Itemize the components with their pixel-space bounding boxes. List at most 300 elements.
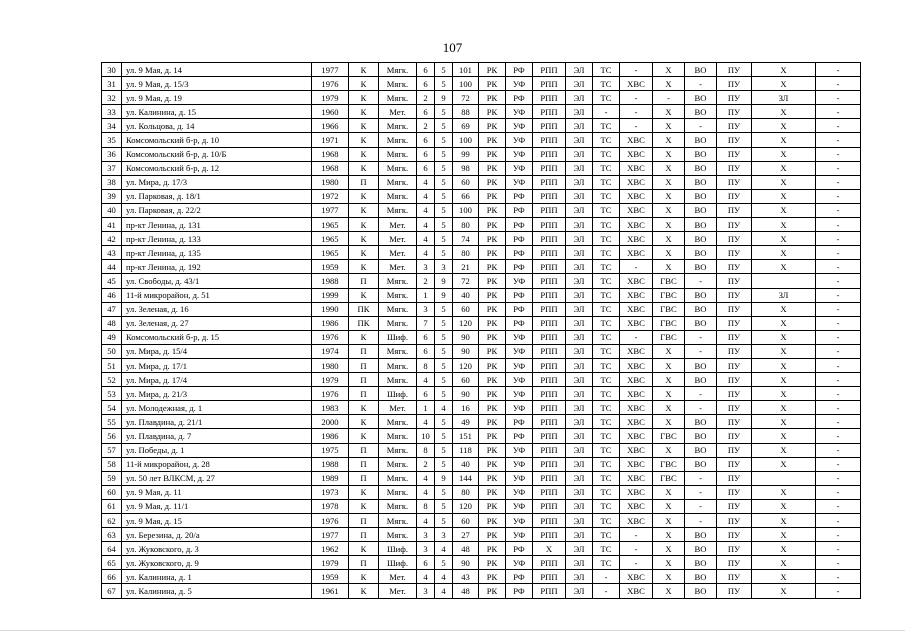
cell-address: ул. Калинина, д. 5: [122, 584, 312, 598]
cell-row-number: 35: [102, 133, 122, 147]
cell-roof-type: Мягк.: [379, 189, 417, 203]
cell-electricity: ЭЛ: [566, 203, 593, 217]
cell-address: ул. Свободы, д. 43/1: [122, 274, 312, 288]
cell-address: 11-й микрорайон, д. 51: [122, 288, 312, 302]
cell-intercom: РПП: [533, 105, 566, 119]
cell-electricity: ЭЛ: [566, 161, 593, 175]
cell-electricity: ЭЛ: [566, 147, 593, 161]
cell-floors: 5: [435, 302, 453, 316]
cell-foundation: РК: [479, 161, 506, 175]
cell-cold-water: -: [620, 542, 653, 556]
housing-registry-table: [101, 62, 861, 599]
cell-year-built: 1977: [312, 63, 349, 77]
cell-extra: -: [816, 485, 861, 499]
cell-facade: УФ: [506, 358, 533, 372]
cell-floors: 3: [435, 528, 453, 542]
cell-intercom: РПП: [533, 499, 566, 513]
cell-heating: ТС: [593, 344, 620, 358]
cell-floors: 5: [435, 514, 453, 528]
cell-gas: Х: [752, 189, 816, 203]
cell-metering: ПУ: [717, 556, 752, 570]
cell-floors: 5: [435, 330, 453, 344]
cell-entrances: 6: [417, 77, 435, 91]
cell-hot-water: ГВС: [653, 316, 685, 330]
cell-roof-type: Шиф.: [379, 542, 417, 556]
cell-electricity: ЭЛ: [566, 429, 593, 443]
cell-gas: Х: [752, 528, 816, 542]
cell-floors: 5: [435, 358, 453, 372]
cell-apartments: 100: [453, 133, 479, 147]
cell-gas: Х: [752, 316, 816, 330]
cell-year-built: 1976: [312, 514, 349, 528]
cell-foundation: РК: [479, 316, 506, 330]
cell-apartments: 100: [453, 77, 479, 91]
cell-hot-water: ГВС: [653, 302, 685, 316]
cell-foundation: РК: [479, 429, 506, 443]
cell-wall-material: П: [349, 514, 379, 528]
cell-metering: ПУ: [717, 415, 752, 429]
cell-apartments: 98: [453, 161, 479, 175]
cell-floors: 5: [435, 373, 453, 387]
cell-extra: -: [816, 443, 861, 457]
cell-cold-water: -: [620, 63, 653, 77]
cell-gas: Х: [752, 77, 816, 91]
cell-wall-material: К: [349, 499, 379, 513]
cell-cold-water: ХВС: [620, 232, 653, 246]
cell-metering: ПУ: [717, 175, 752, 189]
cell-sewerage: ВО: [685, 246, 717, 260]
table-row: [102, 175, 861, 189]
cell-intercom: РПП: [533, 288, 566, 302]
cell-hot-water: Х: [653, 415, 685, 429]
cell-gas: Х: [752, 584, 816, 598]
cell-gas: Х: [752, 63, 816, 77]
cell-apartments: 120: [453, 499, 479, 513]
cell-gas: Х: [752, 485, 816, 499]
cell-entrances: 3: [417, 542, 435, 556]
table-row: [102, 302, 861, 316]
cell-heating: ТС: [593, 133, 620, 147]
cell-hot-water: Х: [653, 63, 685, 77]
table-row: [102, 514, 861, 528]
cell-extra: -: [816, 189, 861, 203]
table-row: [102, 358, 861, 372]
cell-roof-type: Мягк.: [379, 203, 417, 217]
cell-row-number: 63: [102, 528, 122, 542]
cell-entrances: 6: [417, 105, 435, 119]
cell-row-number: 47: [102, 302, 122, 316]
cell-gas: Х: [752, 415, 816, 429]
cell-metering: ПУ: [717, 401, 752, 415]
cell-roof-type: Мягк.: [379, 77, 417, 91]
cell-gas: ЗЛ: [752, 288, 816, 302]
cell-intercom: РПП: [533, 175, 566, 189]
cell-hot-water: Х: [653, 175, 685, 189]
cell-cold-water: ХВС: [620, 246, 653, 260]
cell-row-number: 41: [102, 218, 122, 232]
cell-sewerage: ВО: [685, 316, 717, 330]
cell-foundation: РК: [479, 401, 506, 415]
table-row: [102, 542, 861, 556]
cell-cold-water: ХВС: [620, 415, 653, 429]
cell-apartments: 69: [453, 119, 479, 133]
table-row: [102, 161, 861, 175]
table-row: [102, 556, 861, 570]
cell-gas: Х: [752, 499, 816, 513]
cell-electricity: ЭЛ: [566, 218, 593, 232]
cell-electricity: ЭЛ: [566, 91, 593, 105]
cell-heating: ТС: [593, 218, 620, 232]
table-row: [102, 77, 861, 91]
cell-heating: ТС: [593, 373, 620, 387]
cell-floors: 5: [435, 77, 453, 91]
cell-wall-material: К: [349, 133, 379, 147]
page-number: 107: [442, 40, 463, 55]
cell-intercom: РПП: [533, 528, 566, 542]
cell-entrances: 4: [417, 175, 435, 189]
cell-entrances: 2: [417, 91, 435, 105]
cell-entrances: 4: [417, 218, 435, 232]
cell-year-built: 1999: [312, 288, 349, 302]
cell-gas: [752, 471, 816, 485]
cell-intercom: РПП: [533, 63, 566, 77]
cell-apartments: 72: [453, 274, 479, 288]
cell-wall-material: ПК: [349, 302, 379, 316]
cell-row-number: 32: [102, 91, 122, 105]
cell-row-number: 53: [102, 387, 122, 401]
cell-year-built: 1965: [312, 246, 349, 260]
cell-electricity: ЭЛ: [566, 528, 593, 542]
cell-facade: РФ: [506, 316, 533, 330]
cell-metering: ПУ: [717, 528, 752, 542]
cell-extra: -: [816, 373, 861, 387]
cell-roof-type: Мягк.: [379, 91, 417, 105]
cell-heating: ТС: [593, 358, 620, 372]
cell-floors: 5: [435, 499, 453, 513]
cell-floors: 5: [435, 556, 453, 570]
table-row: [102, 485, 861, 499]
cell-extra: -: [816, 260, 861, 274]
cell-cold-water: ХВС: [620, 387, 653, 401]
cell-wall-material: К: [349, 570, 379, 584]
cell-intercom: РПП: [533, 218, 566, 232]
cell-foundation: РК: [479, 105, 506, 119]
cell-heating: ТС: [593, 528, 620, 542]
cell-wall-material: К: [349, 77, 379, 91]
cell-address: пр-кт Ленина, д. 135: [122, 246, 312, 260]
cell-row-number: 67: [102, 584, 122, 598]
cell-wall-material: К: [349, 485, 379, 499]
cell-heating: ТС: [593, 415, 620, 429]
cell-sewerage: ВО: [685, 570, 717, 584]
cell-heating: ТС: [593, 260, 620, 274]
cell-row-number: 49: [102, 330, 122, 344]
cell-intercom: РПП: [533, 246, 566, 260]
cell-electricity: ЭЛ: [566, 330, 593, 344]
cell-sewerage: ВО: [685, 260, 717, 274]
table-row: [102, 344, 861, 358]
cell-year-built: 1962: [312, 542, 349, 556]
cell-extra: -: [816, 288, 861, 302]
cell-year-built: 1965: [312, 232, 349, 246]
cell-floors: 5: [435, 443, 453, 457]
cell-gas: Х: [752, 401, 816, 415]
cell-facade: РФ: [506, 584, 533, 598]
cell-foundation: РК: [479, 175, 506, 189]
cell-roof-type: Мягк.: [379, 429, 417, 443]
cell-electricity: ЭЛ: [566, 401, 593, 415]
cell-facade: УФ: [506, 133, 533, 147]
cell-metering: ПУ: [717, 274, 752, 288]
cell-address: ул. 9 Мая, д. 11: [122, 485, 312, 499]
cell-roof-type: Мягк.: [379, 471, 417, 485]
cell-intercom: РПП: [533, 570, 566, 584]
cell-floors: 5: [435, 387, 453, 401]
cell-hot-water: Х: [653, 485, 685, 499]
cell-apartments: 74: [453, 232, 479, 246]
cell-hot-water: Х: [653, 203, 685, 217]
cell-metering: ПУ: [717, 358, 752, 372]
table-row: [102, 63, 861, 77]
cell-extra: -: [816, 556, 861, 570]
cell-cold-water: ХВС: [620, 443, 653, 457]
cell-year-built: 1972: [312, 189, 349, 203]
cell-address: ул. Молодежная, д. 1: [122, 401, 312, 415]
cell-electricity: ЭЛ: [566, 556, 593, 570]
cell-gas: Х: [752, 119, 816, 133]
cell-heating: ТС: [593, 443, 620, 457]
cell-floors: 5: [435, 119, 453, 133]
cell-address: ул. Победы, д. 1: [122, 443, 312, 457]
cell-facade: РФ: [506, 218, 533, 232]
cell-facade: УФ: [506, 499, 533, 513]
cell-gas: ЗЛ: [752, 91, 816, 105]
cell-roof-type: Шиф.: [379, 556, 417, 570]
cell-metering: ПУ: [717, 260, 752, 274]
cell-roof-type: Шиф.: [379, 387, 417, 401]
cell-foundation: РК: [479, 63, 506, 77]
cell-address: ул. 9 Мая, д. 15/3: [122, 77, 312, 91]
cell-heating: ТС: [593, 274, 620, 288]
cell-metering: ПУ: [717, 499, 752, 513]
cell-hot-water: Х: [653, 542, 685, 556]
cell-electricity: ЭЛ: [566, 274, 593, 288]
cell-extra: -: [816, 175, 861, 189]
cell-year-built: 1989: [312, 471, 349, 485]
cell-intercom: РПП: [533, 584, 566, 598]
cell-electricity: ЭЛ: [566, 77, 593, 91]
cell-entrances: 4: [417, 570, 435, 584]
cell-wall-material: К: [349, 542, 379, 556]
cell-address: ул. Кольцова, д. 14: [122, 119, 312, 133]
cell-floors: 9: [435, 274, 453, 288]
cell-metering: ПУ: [717, 542, 752, 556]
cell-entrances: 4: [417, 189, 435, 203]
cell-entrances: 4: [417, 373, 435, 387]
cell-gas: Х: [752, 429, 816, 443]
table-row: [102, 105, 861, 119]
cell-sewerage: ВО: [685, 133, 717, 147]
cell-apartments: 88: [453, 105, 479, 119]
cell-floors: 4: [435, 401, 453, 415]
cell-row-number: 39: [102, 189, 122, 203]
cell-metering: ПУ: [717, 302, 752, 316]
cell-gas: [752, 274, 816, 288]
cell-row-number: 51: [102, 358, 122, 372]
cell-intercom: РПП: [533, 77, 566, 91]
cell-row-number: 61: [102, 499, 122, 513]
cell-hot-water: Х: [653, 105, 685, 119]
cell-entrances: 3: [417, 528, 435, 542]
cell-entrances: 1: [417, 288, 435, 302]
cell-extra: -: [816, 570, 861, 584]
cell-heating: ТС: [593, 302, 620, 316]
cell-extra: -: [816, 457, 861, 471]
cell-roof-type: Мет.: [379, 584, 417, 598]
cell-foundation: РК: [479, 274, 506, 288]
cell-metering: ПУ: [717, 189, 752, 203]
cell-cold-water: -: [620, 330, 653, 344]
cell-row-number: 52: [102, 373, 122, 387]
cell-sewerage: ВО: [685, 358, 717, 372]
cell-wall-material: П: [349, 457, 379, 471]
cell-foundation: РК: [479, 232, 506, 246]
cell-year-built: 1977: [312, 203, 349, 217]
cell-heating: ТС: [593, 91, 620, 105]
cell-facade: УФ: [506, 274, 533, 288]
cell-metering: ПУ: [717, 316, 752, 330]
table-row: [102, 232, 861, 246]
table-row: [102, 570, 861, 584]
cell-roof-type: Мягк.: [379, 302, 417, 316]
cell-sewerage: ВО: [685, 373, 717, 387]
cell-intercom: РПП: [533, 358, 566, 372]
cell-sewerage: ВО: [685, 147, 717, 161]
cell-intercom: РПП: [533, 429, 566, 443]
cell-extra: -: [816, 358, 861, 372]
cell-cold-water: ХВС: [620, 485, 653, 499]
cell-year-built: 1959: [312, 570, 349, 584]
cell-apartments: 60: [453, 514, 479, 528]
cell-row-number: 42: [102, 232, 122, 246]
cell-address: Комсомольский б-р, д. 10/Б: [122, 147, 312, 161]
cell-electricity: ЭЛ: [566, 542, 593, 556]
cell-facade: УФ: [506, 77, 533, 91]
cell-gas: Х: [752, 514, 816, 528]
cell-row-number: 56: [102, 429, 122, 443]
cell-wall-material: П: [349, 528, 379, 542]
cell-row-number: 55: [102, 415, 122, 429]
cell-gas: Х: [752, 387, 816, 401]
cell-floors: 5: [435, 175, 453, 189]
cell-intercom: РПП: [533, 274, 566, 288]
cell-floors: 4: [435, 584, 453, 598]
cell-electricity: ЭЛ: [566, 175, 593, 189]
cell-hot-water: ГВС: [653, 471, 685, 485]
cell-extra: -: [816, 91, 861, 105]
cell-apartments: 40: [453, 288, 479, 302]
cell-electricity: ЭЛ: [566, 232, 593, 246]
cell-intercom: РПП: [533, 344, 566, 358]
cell-wall-material: К: [349, 203, 379, 217]
cell-sewerage: ВО: [685, 528, 717, 542]
cell-roof-type: Мягк.: [379, 443, 417, 457]
cell-heating: ТС: [593, 485, 620, 499]
cell-hot-water: Х: [653, 499, 685, 513]
cell-electricity: ЭЛ: [566, 189, 593, 203]
cell-year-built: 1979: [312, 556, 349, 570]
cell-extra: -: [816, 415, 861, 429]
cell-wall-material: К: [349, 161, 379, 175]
cell-intercom: РПП: [533, 260, 566, 274]
cell-sewerage: -: [685, 330, 717, 344]
cell-cold-water: ХВС: [620, 401, 653, 415]
cell-cold-water: -: [620, 119, 653, 133]
cell-hot-water: Х: [653, 218, 685, 232]
cell-metering: ПУ: [717, 457, 752, 471]
cell-extra: -: [816, 133, 861, 147]
table-row: [102, 274, 861, 288]
cell-year-built: 1988: [312, 274, 349, 288]
cell-gas: Х: [752, 260, 816, 274]
cell-facade: УФ: [506, 330, 533, 344]
table-row: [102, 499, 861, 513]
cell-heating: ТС: [593, 499, 620, 513]
cell-intercom: РПП: [533, 302, 566, 316]
cell-floors: 3: [435, 260, 453, 274]
cell-extra: -: [816, 316, 861, 330]
cell-apartments: 101: [453, 63, 479, 77]
cell-heating: ТС: [593, 471, 620, 485]
cell-facade: РФ: [506, 288, 533, 302]
cell-gas: Х: [752, 218, 816, 232]
cell-year-built: 1978: [312, 499, 349, 513]
cell-intercom: РПП: [533, 457, 566, 471]
cell-facade: РФ: [506, 232, 533, 246]
cell-entrances: 6: [417, 133, 435, 147]
cell-floors: 5: [435, 105, 453, 119]
cell-sewerage: -: [685, 274, 717, 288]
cell-roof-type: Мягк.: [379, 514, 417, 528]
cell-extra: -: [816, 471, 861, 485]
cell-wall-material: К: [349, 401, 379, 415]
cell-foundation: РК: [479, 373, 506, 387]
cell-entrances: 6: [417, 387, 435, 401]
cell-year-built: 1986: [312, 429, 349, 443]
cell-entrances: 6: [417, 161, 435, 175]
cell-extra: -: [816, 429, 861, 443]
cell-wall-material: К: [349, 63, 379, 77]
cell-sewerage: ВО: [685, 218, 717, 232]
cell-year-built: 1980: [312, 358, 349, 372]
cell-sewerage: -: [685, 344, 717, 358]
cell-year-built: 1977: [312, 528, 349, 542]
cell-year-built: 1960: [312, 105, 349, 119]
cell-entrances: 4: [417, 471, 435, 485]
cell-apartments: 66: [453, 189, 479, 203]
cell-sewerage: ВО: [685, 189, 717, 203]
cell-hot-water: Х: [653, 133, 685, 147]
cell-row-number: 60: [102, 485, 122, 499]
cell-foundation: РК: [479, 358, 506, 372]
cell-address: Комсомольский б-р, д. 12: [122, 161, 312, 175]
cell-sewerage: -: [685, 119, 717, 133]
cell-year-built: 1983: [312, 401, 349, 415]
cell-cold-water: ХВС: [620, 302, 653, 316]
cell-intercom: РПП: [533, 387, 566, 401]
cell-roof-type: Мет.: [379, 246, 417, 260]
cell-roof-type: Мягк.: [379, 373, 417, 387]
